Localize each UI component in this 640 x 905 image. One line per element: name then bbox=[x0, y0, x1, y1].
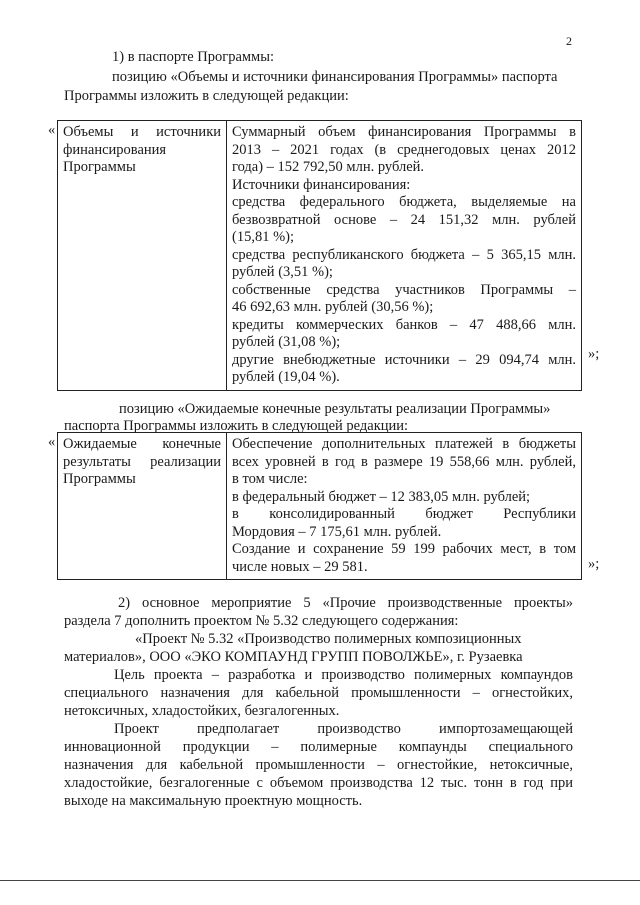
table-left-line: результаты реализации bbox=[63, 453, 221, 470]
section3-line1: 2) основное мероприятие 5 «Прочие производственные проекты» bbox=[118, 595, 573, 611]
table-right-line: рублей (19,04 %). bbox=[232, 369, 340, 385]
table-right-line: Источники финансирования: bbox=[232, 176, 411, 193]
table-left-line: Объемы и источники bbox=[63, 124, 221, 140]
table2-close-quote: »; bbox=[588, 556, 600, 572]
results-table bbox=[57, 432, 582, 580]
table-left-line: Программы bbox=[63, 159, 136, 175]
table-right-line: средства федерального бюджета, выделяемые на bbox=[232, 194, 576, 210]
section3-line3: «Проект № 5.32 «Производство полимерных композиционных bbox=[135, 631, 522, 647]
results-table-right-cell bbox=[227, 433, 582, 580]
table-right-line: 46 692,63 млн. рублей (30,56 %); bbox=[232, 299, 434, 315]
section3-line9: инновационной продукции – полимерные компаунды специального bbox=[64, 739, 573, 755]
section3-line5: Цель проекта – разработка и производство полимерных компаундов bbox=[114, 667, 573, 683]
table-right-line: в том числе: bbox=[232, 471, 308, 487]
section3-line10: назначения для кабельной промышленности – огнестойкие, нетоксичные, bbox=[64, 757, 573, 773]
section1-intro-line1: позицию «Объемы и источники финансирования Программы» паспорта bbox=[112, 69, 558, 85]
table-right-line: числе новых – 29 581. bbox=[232, 558, 368, 575]
table-right-line: в консолидированный бюджет Республики bbox=[232, 506, 576, 522]
table-right-line: Суммарный объем финансирования Программы в bbox=[232, 124, 576, 140]
section3-line12: выходе на максимальную проектную мощность. bbox=[64, 793, 363, 809]
table-right-line: 2013 – 2021 годах (в среднегодовых ценах 2012 bbox=[232, 141, 576, 158]
funding-table-right-cell bbox=[227, 121, 582, 391]
table2-open-quote: « bbox=[48, 434, 56, 450]
table1-close-quote: »; bbox=[588, 346, 600, 362]
section3-line6: специального назначения для кабельной промышленности – огнестойких, bbox=[64, 685, 573, 701]
table-right-line: Создание и сохранение 59 199 рабочих мест, в том bbox=[232, 541, 576, 557]
section2-intro-line1: позицию «Ожидаемые конечные результаты реализации Программы» bbox=[119, 401, 551, 417]
table-right-line: года) – 152 792,50 млн. рублей. bbox=[232, 159, 425, 175]
section3-line7: нетоксичных, хладостойких, безгалогенных. bbox=[64, 703, 340, 719]
page-number: 2 bbox=[566, 34, 572, 48]
table-left-line: финансирования bbox=[63, 141, 167, 158]
table-right-line: безвозвратной основе – 24 151,32 млн. рублей bbox=[232, 211, 576, 228]
table-right-line: рублей (3,51 %); bbox=[232, 264, 333, 280]
table-right-line: Мордовия – 7 175,61 млн. рублей. bbox=[232, 523, 442, 540]
section1-heading: 1) в паспорте Программы: bbox=[112, 49, 274, 65]
table-right-line: собственные средства участников Программы – bbox=[232, 281, 576, 298]
results-table-left-cell bbox=[58, 433, 227, 580]
table-right-line: (15,81 %); bbox=[232, 229, 295, 245]
section2-intro-line2: паспорта Программы изложить в следующей редакции: bbox=[64, 418, 409, 434]
table-right-line: средства республиканского бюджета – 5 365,15 млн. bbox=[232, 246, 576, 263]
table-right-line: в федеральный бюджет – 12 383,05 млн. рублей; bbox=[232, 488, 531, 505]
table-right-line: Обеспечение дополнительных платежей в бюджеты bbox=[232, 436, 576, 452]
funding-table-left-cell bbox=[58, 121, 227, 391]
table-right-line: кредиты коммерческих банков – 47 488,66 млн. bbox=[232, 316, 576, 333]
table-left-line: Программы bbox=[63, 471, 136, 487]
table-right-line: другие внебюджетные источники – 29 094,74 млн. bbox=[232, 351, 576, 368]
funding-table bbox=[57, 120, 582, 391]
table-right-line: рублей (31,08 %); bbox=[232, 334, 341, 350]
scan-bottom-edge bbox=[0, 880, 640, 881]
section3-line11: хладостойкие, безгалогенные с объемом производства 12 тыс. тонн в год при bbox=[64, 775, 573, 791]
section3-line2: раздела 7 дополнить проектом № 5.32 следующего содержания: bbox=[64, 613, 459, 629]
section1-intro-line2: Программы изложить в следующей редакции: bbox=[64, 88, 349, 104]
table-left-line: Ожидаемые конечные bbox=[63, 436, 221, 452]
table-right-line: всех уровней в год в размере 19 558,66 млн. рублей, bbox=[232, 453, 576, 470]
table1-open-quote: « bbox=[48, 122, 56, 138]
section3-line4: материалов», ООО «ЭКО КОМПАУНД ГРУПП ПОВОЛЖЬЕ», г. Рузаевка bbox=[64, 649, 523, 665]
section3-line8: Проект предполагает производство импортозамещающей bbox=[114, 721, 573, 737]
